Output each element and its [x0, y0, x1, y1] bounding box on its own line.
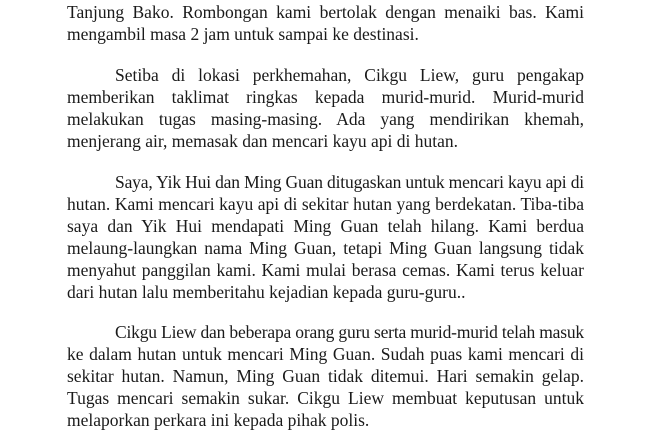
paragraph-3-line-2: hutan. Kami mencari kayu api di sekitar hutan yang berdekatan. Tiba-tiba — [67, 194, 584, 214]
paragraph-3-line-3: saya dan Yik Hui mendapati Ming Guan telah hilang. Kami berdua — [67, 216, 584, 236]
paragraph-2-line-4: menjerang air, memasak dan mencari kayu api di hutan. — [67, 131, 458, 151]
paragraph-1-line-2: mengambil masa 2 jam untuk sampai ke destinasi. — [67, 24, 419, 44]
paragraph-2-line-3: melakukan tugas masing-masing. Ada yang mendirikan khemah, — [67, 109, 584, 129]
paragraph-4-line-1: Cikgu Liew dan beberapa orang guru serta murid-murid telah masuk — [115, 322, 584, 342]
paragraph-2-line-2: memberikan taklimat ringkas kepada murid-murid. Murid-murid — [67, 87, 584, 107]
paragraph-2-line-1: Setiba di lokasi perkhemahan, Cikgu Liew, guru pengakap — [115, 65, 584, 85]
paragraph-3-line-1: Saya, Yik Hui dan Ming Guan ditugaskan untuk mencari kayu api di — [115, 172, 584, 192]
paragraph-1-line-1: Tanjung Bako. Rombongan kami bertolak dengan menaiki bas. Kami — [67, 2, 584, 22]
paragraph-3-line-6: dari hutan lalu memberitahu kejadian kepada guru-guru.. — [67, 282, 466, 302]
paragraph-3-line-4: melaung-laungkan nama Ming Guan, tetapi Ming Guan langsung tidak — [67, 238, 584, 258]
paragraph-4-line-3: sekitar hutan. Namun, Ming Guan tidak ditemui. Hari semakin gelap. — [67, 366, 584, 386]
paragraph-4-line-4: Tugas mencari semakin sukar. Cikgu Liew membuat keputusan untuk — [67, 388, 584, 408]
paragraph-4-line-2: ke dalam hutan untuk mencari Ming Guan. Sudah puas kami mencari di — [67, 344, 584, 364]
paragraph-3-line-5: menyahut panggilan kami. Kami mulai berasa cemas. Kami terus keluar — [67, 260, 584, 280]
paragraph-4-line-5: melaporkan perkara ini kepada pihak polis. — [67, 410, 370, 430]
